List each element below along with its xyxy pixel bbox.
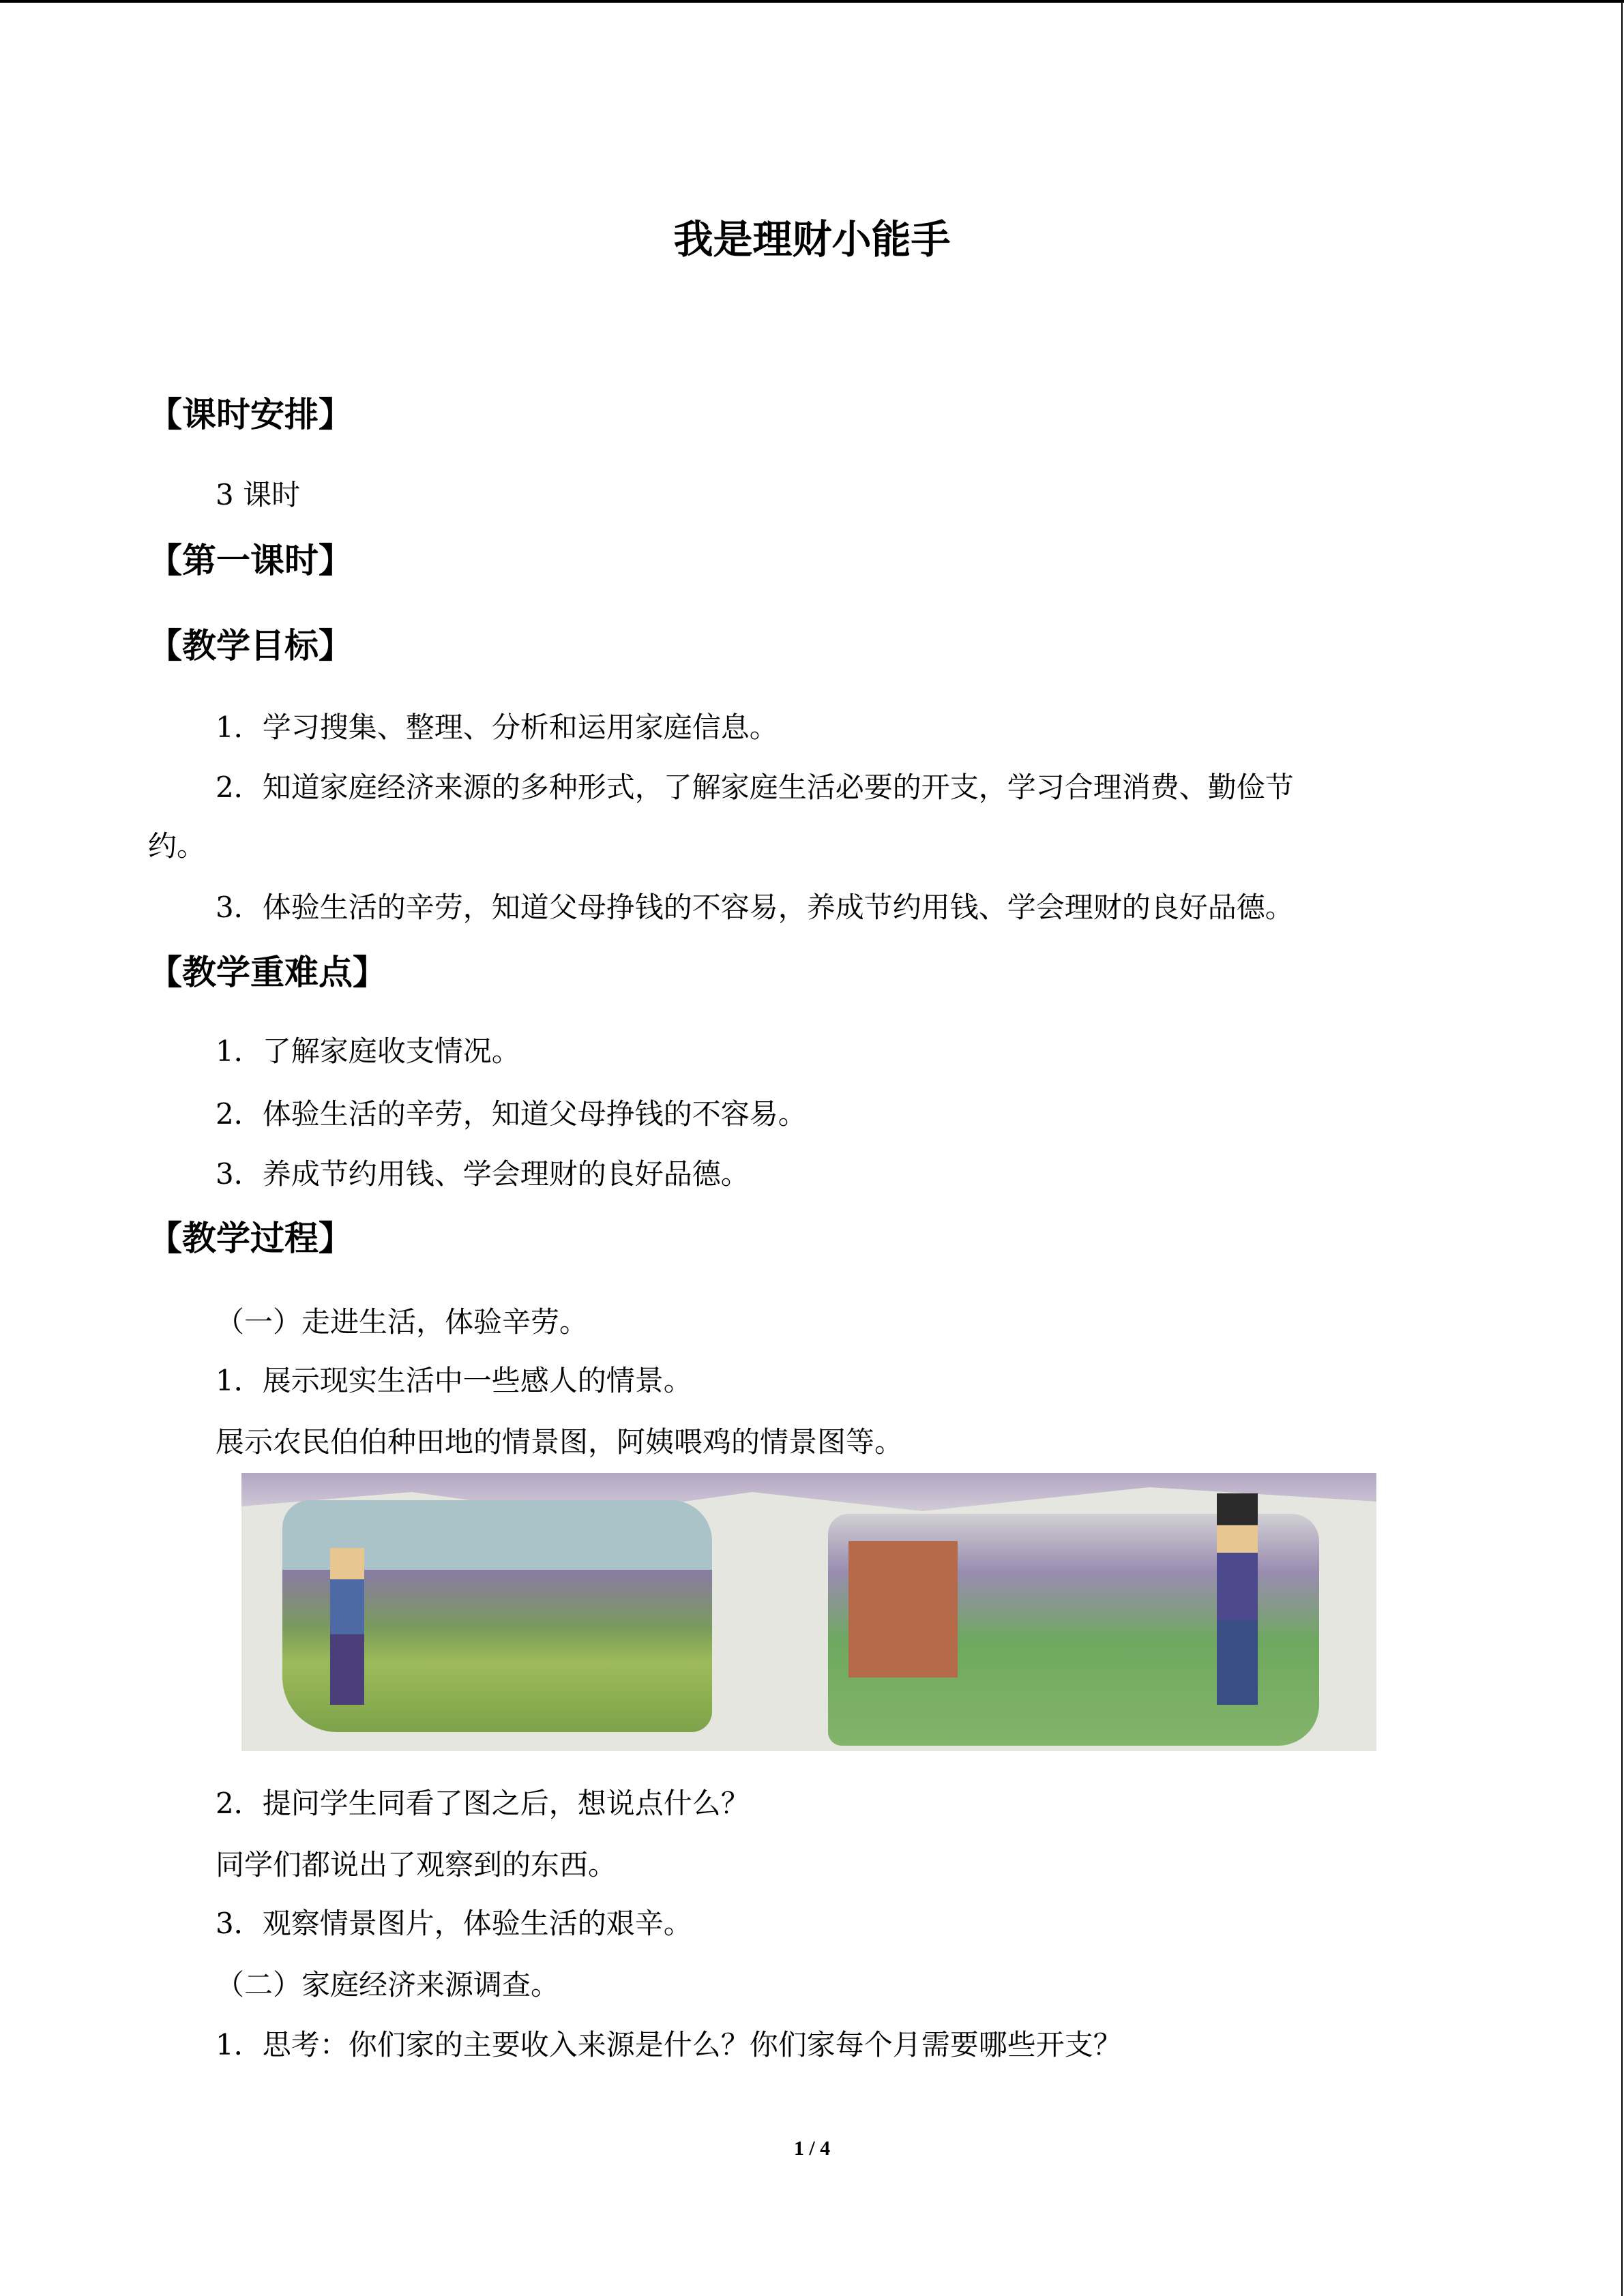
process-line: 展示农民伯伯种田地的情景图，阿姨喂鸡的情景图等。	[216, 1425, 904, 1459]
process-heading: 【教学过程】	[148, 1218, 353, 1258]
house-figure	[848, 1541, 958, 1678]
process-line: （一）走进生活，体验辛劳。	[216, 1305, 589, 1339]
farmer-figure	[330, 1548, 364, 1705]
keypoint-item: 1．了解家庭收支情况。	[216, 1034, 520, 1068]
goal-item: 2．知道家庭经济来源的多种形式，了解家庭生活必要的开支，学习合理消费、勤俭节	[216, 771, 1294, 804]
right-border	[1621, 0, 1623, 2296]
process-line: 2．提问学生同看了图之后，想说点什么？	[216, 1787, 750, 1820]
page-number: 1 / 4	[793, 2137, 831, 2160]
process-line: （二）家庭经济来源调查。	[216, 1968, 560, 2001]
process-line: 1．展示现实生活中一些感人的情景。	[216, 1364, 692, 1397]
first-lesson-heading: 【第一课时】	[148, 540, 353, 580]
keypoint-item: 3．养成节约用钱、学会理财的良好品德。	[216, 1157, 750, 1191]
keypoint-item: 2．体验生活的辛劳，知道父母挣钱的不容易。	[216, 1097, 807, 1131]
process-line: 1．思考：你们家的主要收入来源是什么？你们家每个月需要哪些开支？	[216, 2028, 1122, 2061]
process-line: 3．观察情景图片，体验生活的艰辛。	[216, 1907, 692, 1940]
goal-item-continued: 约。	[148, 829, 206, 863]
document-title: 我是理财小能手	[673, 216, 951, 263]
goal-item: 3．体验生活的辛劳，知道父母挣钱的不容易，养成节约用钱、学会理财的良好品德。	[216, 891, 1294, 924]
process-line: 同学们都说出了观察到的东西。	[216, 1848, 617, 1881]
goal-item: 1．学习搜集、整理、分析和运用家庭信息。	[216, 711, 778, 744]
keypoints-heading: 【教学重难点】	[148, 952, 387, 992]
goals-heading: 【教学目标】	[148, 625, 353, 666]
farm-scene-illustration	[241, 1473, 1376, 1751]
top-border	[0, 0, 1624, 3]
schedule-heading: 【课时安排】	[148, 394, 353, 434]
woman-figure	[1217, 1493, 1258, 1705]
schedule-value: 3 课时	[216, 478, 301, 511]
